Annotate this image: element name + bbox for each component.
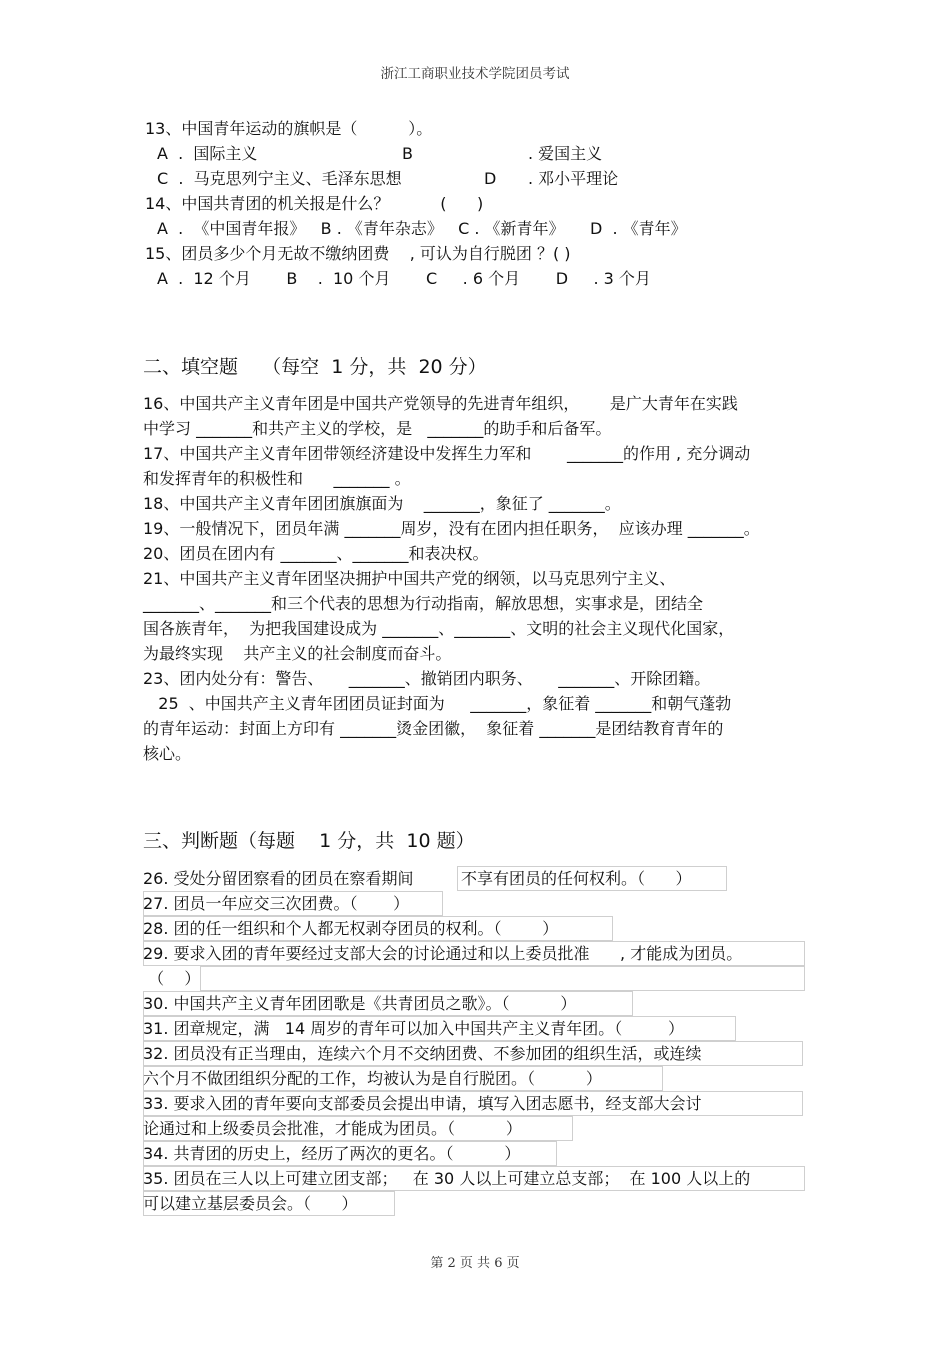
fill-line-6: 19、一般情况下，团员年满 _______周岁，没有在团内担任职务， 应该办理 _______。 xyxy=(143,519,760,538)
section-3-title: 三、判断题（每题 1 分，共 10 题） xyxy=(143,830,475,852)
fill-line-8: 21、中国共产主义青年团坚决拥护中国共产党的纲领，以马克思列宁主义、 xyxy=(143,569,676,588)
answer-box-29b xyxy=(200,966,805,991)
judge-26-part1: 26. 受处分留团察看的团员在察看期间 xyxy=(143,869,414,888)
q15-options: A . 12 个月 B . 10 个月 C . 6 个月 D . 3 个月 xyxy=(157,269,651,288)
page-footer: 第 2 页 共 6 页 xyxy=(430,1256,520,1271)
judge-30: 30. 中国共产主义青年团团歌是《共青团员之歌》。（ ） xyxy=(143,994,577,1013)
q14-options: A . 《中国青年报》 B . 《青年杂志》 C . 《新青年》 D . 《青年》 xyxy=(157,219,687,238)
q15-stem: 15、团员多少个月无故不缴纳团费 , 可认为自行脱团 ？( ) xyxy=(145,244,571,263)
judge-27: 27. 团员一年应交三次团费。（ ） xyxy=(143,894,410,913)
judge-28: 28. 团的任一组织和个人都无权剥夺团员的权利。（ ） xyxy=(143,919,559,938)
judge-29-line2: （ ） xyxy=(143,969,201,988)
fill-line-11: 为最终实现 共产主义的社会制度而奋斗。 xyxy=(143,644,452,663)
judge-33-line1: 33. 要求入团的青年要向支部委员会提出申请，填写入团志愿书，经支部大会讨 xyxy=(143,1094,702,1113)
judge-31: 31. 团章规定，满 14 周岁的青年可以加入中国共产主义青年团。（ ） xyxy=(143,1019,685,1038)
fill-line-5: 18、中国共产主义青年团团旗旗面为 _______，象征了 _______。 xyxy=(143,494,621,513)
q14-stem: 14、中国共青团的机关报是什么？ ( ) xyxy=(145,194,484,213)
fill-line-7: 20、团员在团内有 _______、_______和表决权。 xyxy=(143,544,489,563)
q13-option-d: . 邓小平理论 xyxy=(528,169,619,188)
fill-line-10: 国各族青年， 为把我国建设成为 _______、_______、文明的社会主义现代化国家， xyxy=(143,619,735,638)
fill-line-12: 23、团内处分有：警告、 _______、撤销团内职务、 _______、开除团籍。 xyxy=(143,669,711,688)
judge-35-line1: 35. 团员在三人以上可建立团支部； 在 30 人以上可建立总支部； 在 100 人以上的 xyxy=(143,1169,751,1188)
judge-26-part2: 不享有团员的任何权利。（ ） xyxy=(461,869,692,888)
section-2-title: 二、填空题 （每空 1 分，共 20 分） xyxy=(143,356,487,378)
q13-option-a: A . 国际主义 xyxy=(157,144,258,163)
q13-option-c: C . 马克思列宁主义、毛泽东思想 xyxy=(157,169,402,188)
q13-option-b: . 爱国主义 xyxy=(528,144,603,163)
judge-29-line1: 29. 要求入团的青年要经过支部大会的讨论通过和以上委员批准 , 才能成为团员。 xyxy=(143,944,743,963)
fill-line-2: 中学习 _______和共产主义的学校，是 _______的助手和后备军。 xyxy=(143,419,612,438)
fill-line-14: 的青年运动：封面上方印有 _______烫金团徽， 象征着 _______是团结教育青年的 xyxy=(143,719,724,738)
judge-32-line1: 32. 团员没有正当理由，连续六个月不交纳团费、不参加团的组织生活，或连续 xyxy=(143,1044,702,1063)
judge-33-line2: 论通过和上级委员会批准，才能成为团员。（ ） xyxy=(143,1119,522,1138)
q13-stem: 13、中国青年运动的旗帜是（ ）。 xyxy=(145,119,433,138)
fill-line-1: 16、中国共产主义青年团是中国共产党领导的先进青年组织， 是广大青年在实践 xyxy=(143,394,738,413)
fill-line-3: 17、中国共产主义青年团带领经济建设中发挥生力军和 _______的作用 , 充分调动 xyxy=(143,444,751,463)
fill-line-13: 25 、中国共产主义青年团团员证封面为 _______，象征着 _______和朝气蓬勃 xyxy=(143,694,732,713)
q13-option-b-label: B xyxy=(402,144,413,163)
fill-line-15: 核心。 xyxy=(143,744,192,763)
judge-34: 34. 共青团的历史上，经历了两次的更名。（ ） xyxy=(143,1144,521,1163)
page-header: 浙江工商职业技术学院团员考试 xyxy=(380,66,570,82)
judge-32-line2: 六个月不做团组织分配的工作，均被认为是自行脱团。（ ） xyxy=(143,1069,602,1088)
fill-line-4: 和发挥青年的积极性和 _______ 。 xyxy=(143,469,411,488)
q13-option-d-label: D xyxy=(484,169,497,188)
fill-line-9: _______、_______和三个代表的思想为行动指南，解放思想，实事求是，团结全 xyxy=(143,594,704,613)
judge-35-line2: 可以建立基层委员会。（ ） xyxy=(143,1194,358,1213)
